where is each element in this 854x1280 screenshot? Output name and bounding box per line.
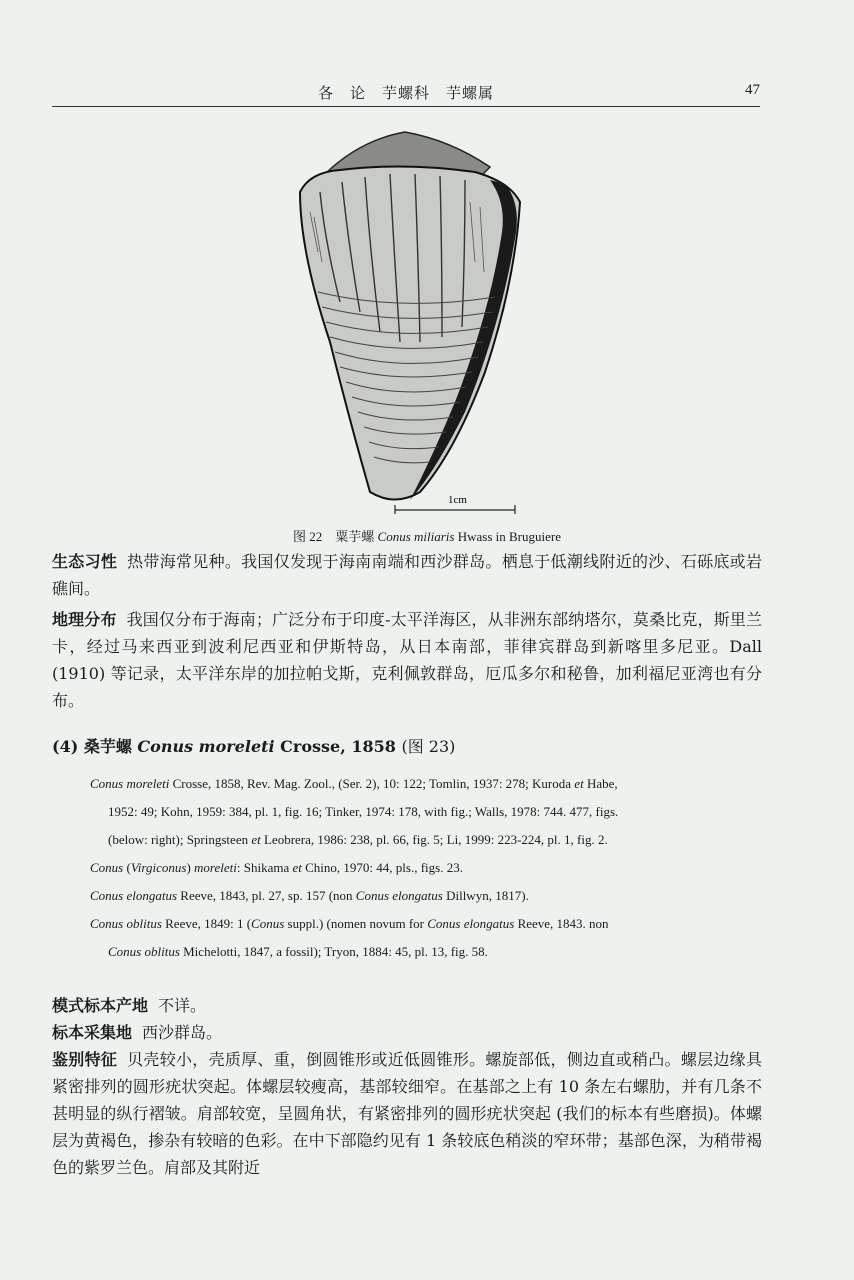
ecology-paragraph: 生态习性 热带海常见种。我国仅发现于海南南端和西沙群岛。栖息于低潮线附近的沙、石砾底或岩礁间。 [52,552,762,598]
synonym-entry: Conus (Virgiconus) moreleti: Shikama et Chino, 1970: 44, pls., figs. 23. [90,860,463,875]
type-locality-label: 模式标本产地 [52,996,149,1015]
cone-shell-drawing [270,122,560,522]
species-heading: (4) 桑芋螺 Conus moreleti Crosse, 1858 (图 23) [52,737,456,756]
synonym-entry: Conus moreleti Crosse, 1858, Rev. Mag. Zool., (Ser. 2), 10: 122; Tomlin, 1937: 278; Kuroda et Habe, 1952: 49; Kohn, 1959: 384, pl. 1, fig. 16; Tinker, 1974: 178, with fig.; Walls, 1978: 744. 477, figs. (below: right); Springsteen et Leobrera, 1986: 238, pl. 66, fig. 5; Li, 1999: 223-224, pl. 1, fig. 2. [90,776,619,847]
header-title: 各 论 芋螺科 芋螺属 [317,84,494,102]
shell-illustration [270,122,560,522]
ecology-label: 生态习性 [52,552,118,571]
distribution-label: 地理分布 [52,610,117,629]
type-locality-paragraph: 模式标本产地 不详。 [52,996,207,1015]
collection-label: 标本采集地 [52,1023,133,1042]
diagnosis-label: 鉴别特征 [52,1050,118,1069]
figure-caption: 图 22 粟芋螺 Conus miliaris Hwass in Bruguiere [293,529,561,544]
diagnosis-paragraph: 鉴别特征 贝壳较小，壳质厚、重，倒圆锥形或近低圆锥形。螺旋部低，侧边直或稍凸。螺层边缘具紧密排列的圆形疣状突起。体螺层较瘦高，基部较细窄。在基部之上有 10 条左右螺肋，并有几条不甚明显的纵行褶皱。肩部较宽，呈圆角状，有紧密排列的圆形疣状突起 (我们的标本有些磨损)。体螺层为黄褐色，掺杂有较暗的色彩。在中下部隐约见有 1 条较底色稍淡的窄环带；基部色深，为稍带褐色的紫罗兰色。肩部及其附近 [52,1050,762,1177]
distribution-paragraph: 地理分布 我国仅分布于海南；广泛分布于印度-太平洋海区，从非洲东部纳塔尔，莫桑比克，斯里兰卡，经过马来西亚到波利尼西亚和伊斯特岛，从日本南部，菲律宾群岛到新喀里多尼亚。Dall (1910) 等记录，太平洋东岸的加拉帕戈斯，克利佩敦群岛，厄瓜多尔和秘鲁，加利福尼亚湾也有分布。 [52,610,762,710]
page-number: 47 [745,82,760,98]
collection-paragraph: 标本采集地 西沙群岛。 [52,1023,223,1042]
synonym-entry: Conus elongatus Reeve, 1843, pl. 27, sp. 157 (non Conus elongatus Dillwyn, 1817). [90,888,529,903]
running-header [52,80,760,107]
synonym-entry: Conus oblitus Reeve, 1849: 1 (Conus suppl.) (nomen novum for Conus elongatus Reeve, 1843. non Conus oblitus Michelotti, 1847, a fossil); Tryon, 1884: 45, pl. 13, fig. 58. [90,916,609,959]
scale-bar-label: 1cm [448,494,467,506]
